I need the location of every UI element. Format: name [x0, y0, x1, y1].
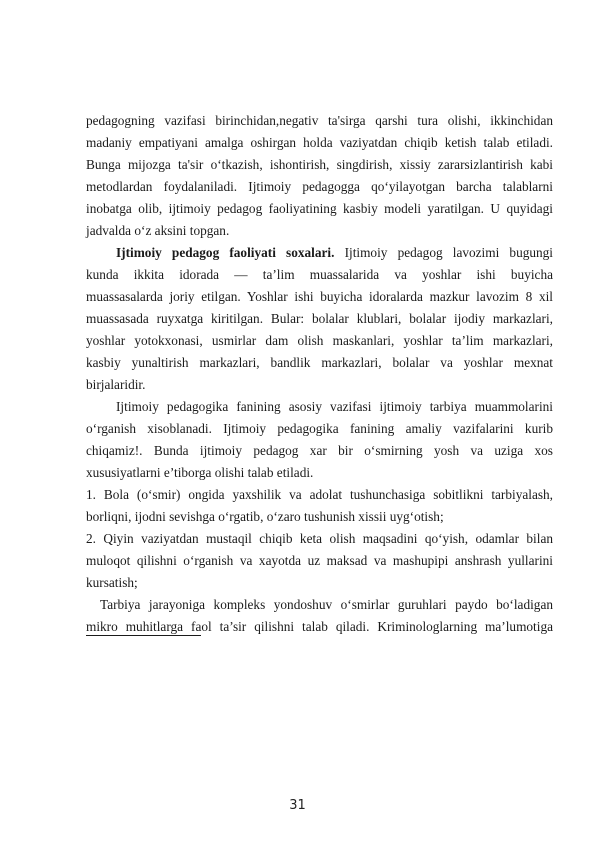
heading-continuation: Ijtimoiy pedagog lavozimi bugungi	[344, 245, 554, 260]
text-line: yoshlar yotokxonasi, usmirlar dam olish maskanlari, yoshlar ta’lim markazlari,	[86, 333, 553, 348]
list-item-line: borliqni, ijodni sevishga o‘rgatib, o‘zaro tushunish xissii uyg‘otish;	[86, 509, 444, 524]
text-line: inobatga olib, ijtimoiy pedagog faoliyatining kasbiy modeli yaratilgan. U quyidagi	[86, 201, 553, 216]
text-line: jadvalda o‘z aksini topgan.	[86, 223, 230, 238]
list-item-line: muloqot qilishni o‘rganish va xayotda uz maksad va mashupipi anshrash yullarini	[86, 553, 553, 568]
text-line: metodlardan foydalaniladi. Ijtimoiy pedagogga qo‘yilayotgan barcha talablarni	[86, 179, 553, 194]
text-line: birjalaridir.	[86, 377, 146, 392]
text-line: muassasada ruyxatga kiritilgan. Bular: bolalar klublari, bolalar ijodiy markazlari,	[86, 311, 553, 326]
text-line: muassasalarda joriy etilgan. Yoshlar ishi buyicha idoralarda mazkur lavozim 8 xil	[86, 289, 553, 304]
text-line: kunda ikkita idorada — ta’lim muassalarida va yoshlar ishi buyicha	[86, 267, 553, 282]
footnote-divider	[86, 635, 201, 636]
text-line: mikro muhitlarga faol ta’sir qilishni talab qiladi. Kriminologlarning ma’lumotiga	[86, 619, 553, 634]
section-heading: Ijtimoiy pedagog faoliyati soxalari.	[116, 245, 335, 260]
text-line: Ijtimoiy pedagogika fanining asosiy vazifasi ijtimoiy tarbiya muammolarini	[116, 399, 553, 414]
text-line: chiqamiz!. Bunda ijtimoiy pedagog xar bir o‘smirning yosh va uziga xos	[86, 443, 553, 458]
list-item-line: 1. Bola (o‘smir) ongida yaxshilik va adolat tushunchasiga sobitlikni tarbiyalash,	[86, 487, 553, 502]
text-line: xususiyatlarni e’tiborga olishi talab etiladi.	[86, 465, 314, 480]
list-item-line: 2. Qiyin vaziyatdan mustaqil chiqib keta olish maqsadini qo‘yish, odamlar bilan	[86, 531, 553, 546]
text-line: o‘rganish xisoblanadi. Ijtimoiy pedagogika fanining amaliy vazifalarini kurib	[86, 421, 553, 436]
text-line: madaniy empatiyani amalga oshirgan holda vaziyatdan chiqib ketish talab etiladi.	[86, 135, 553, 150]
page-number: 31	[289, 798, 306, 813]
list-item-line: kursatish;	[86, 575, 138, 590]
text-line: pedagogning vazifasi birinchidan,negativ ta'sirga qarshi tura olishi, ikkinchidan	[86, 113, 553, 128]
section-heading-line	[116, 242, 553, 264]
text-line: Bunga mijozga ta'sir o‘tkazish, ishontirish, singdirish, xissiy zararsizlantirish kabi	[86, 157, 553, 172]
text-line: kasbiy yunaltirish markazlari, bandlik markazlari, bolalar va yoshlar mexnat	[86, 355, 553, 370]
text-line: Tarbiya jarayoniga kompleks yondoshuv o‘smirlar guruhlari paydo bo‘ladigan	[100, 597, 553, 612]
